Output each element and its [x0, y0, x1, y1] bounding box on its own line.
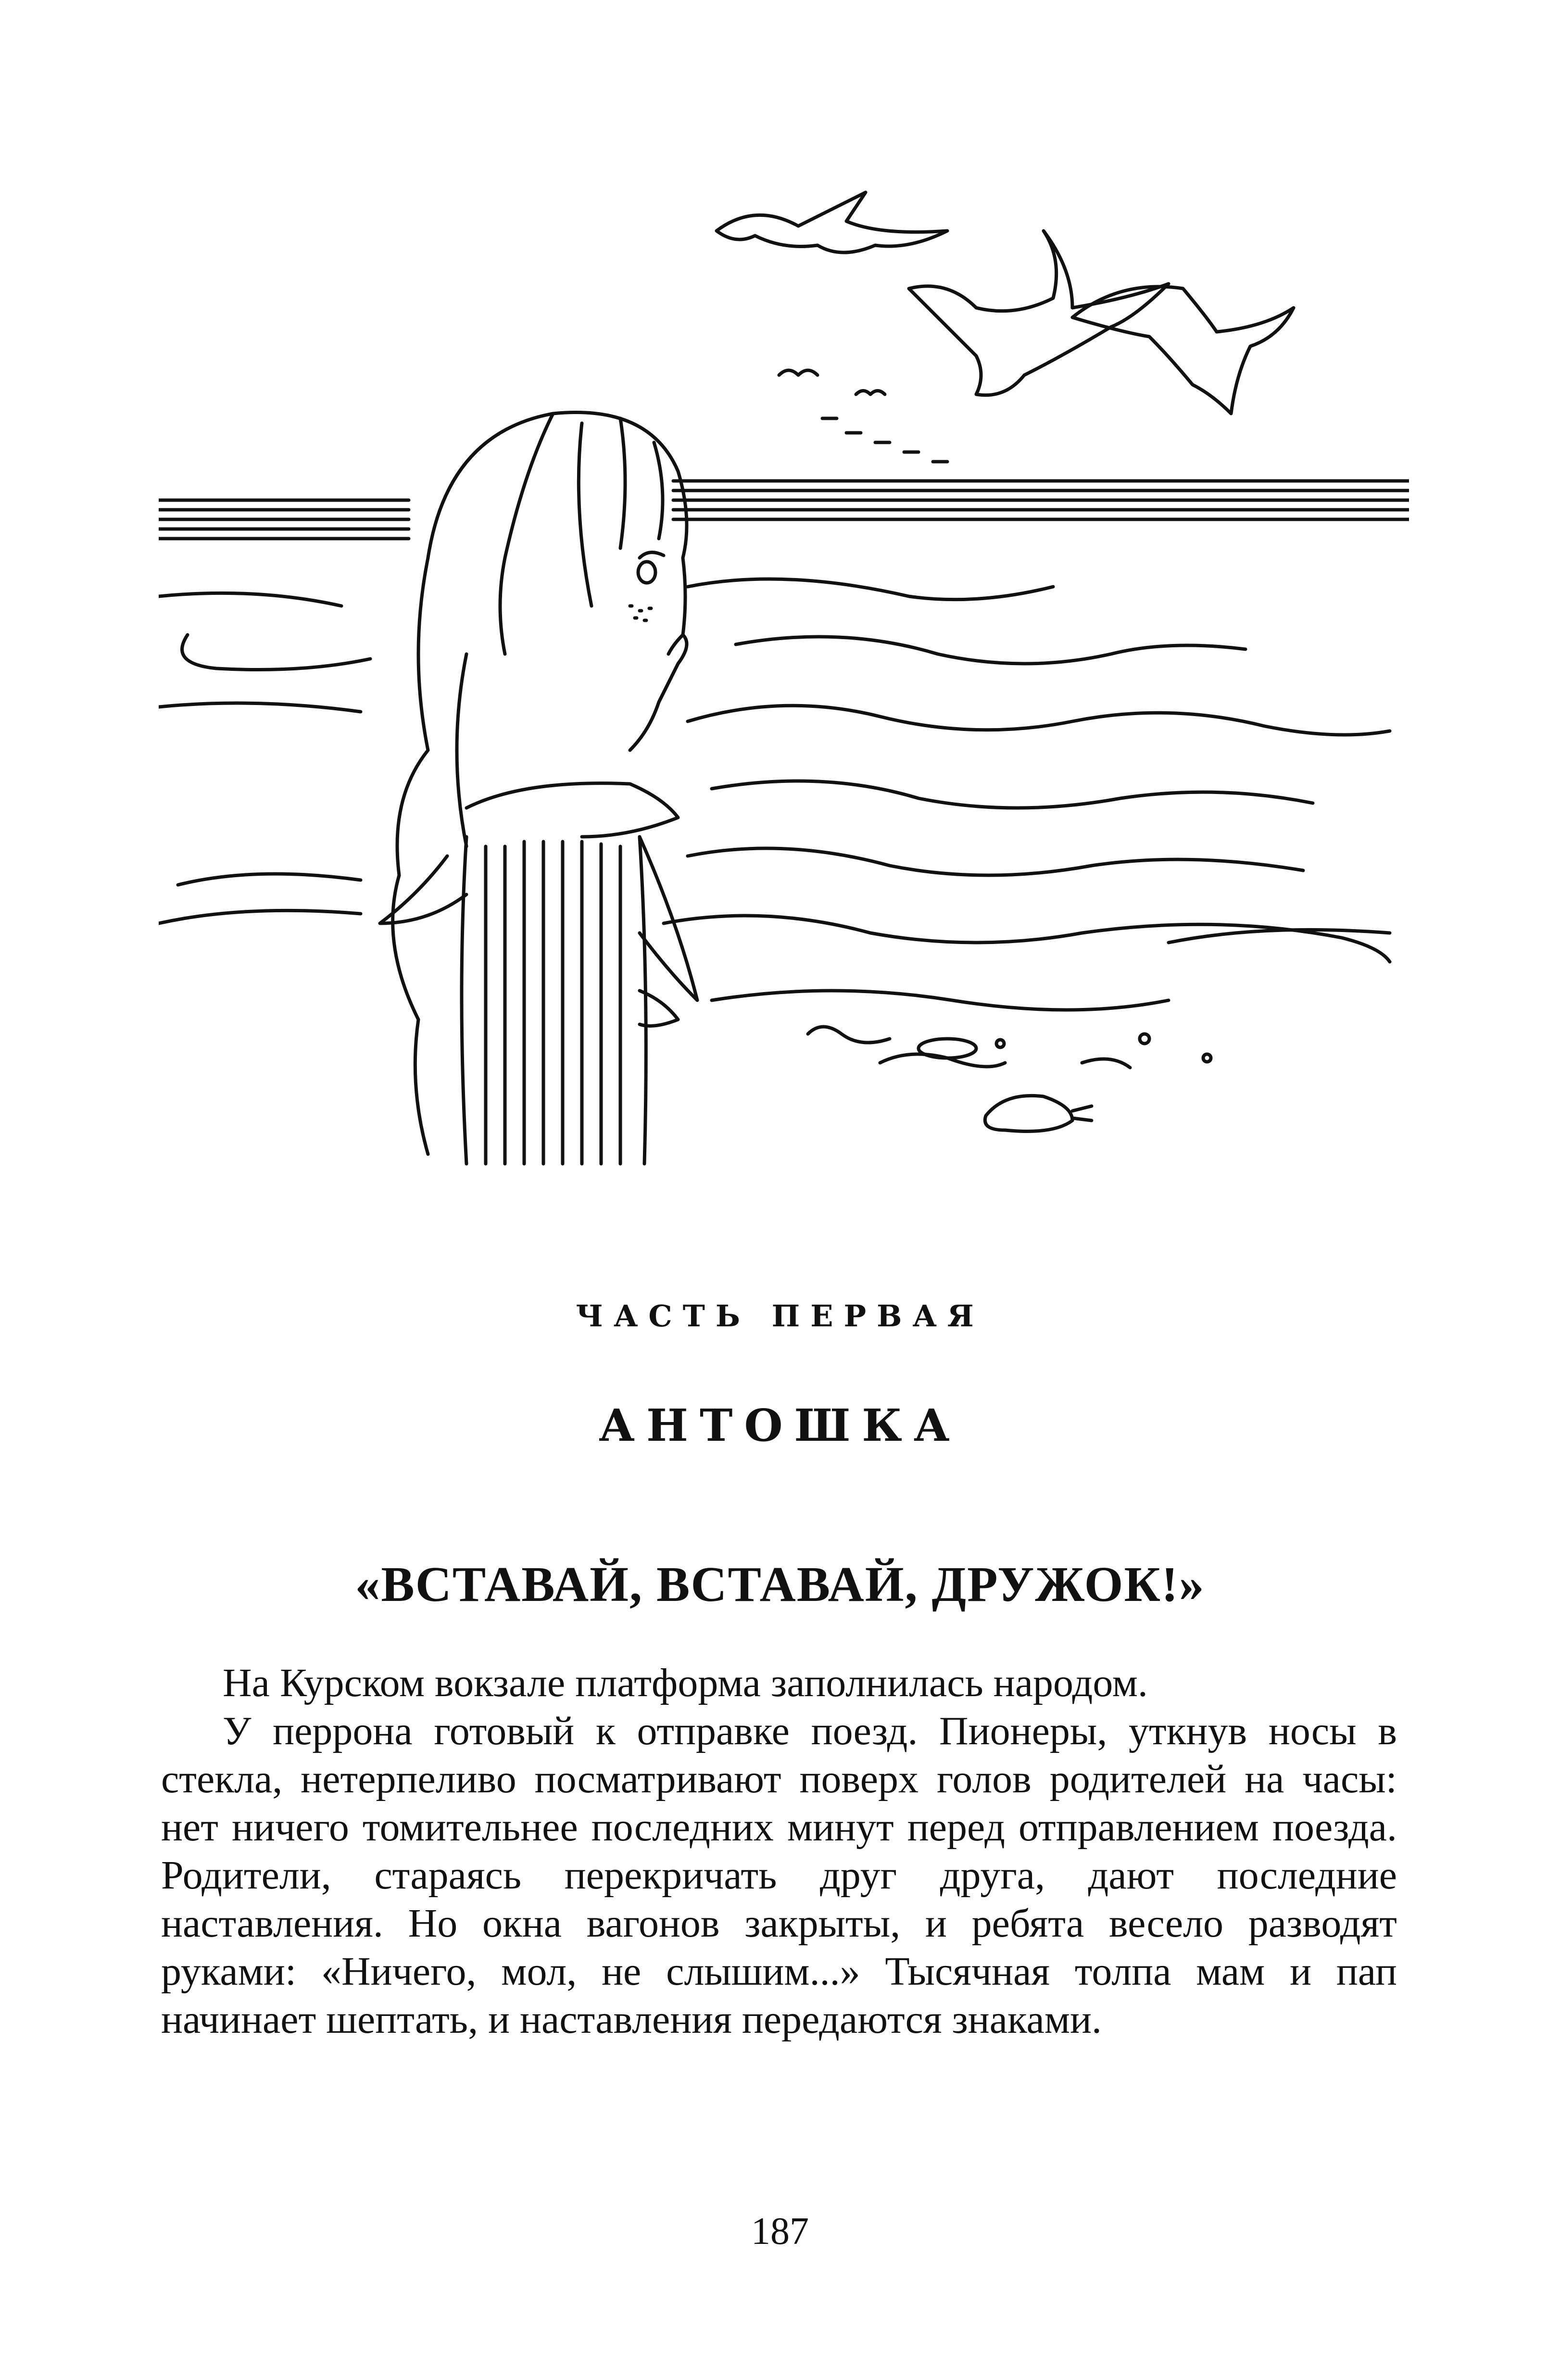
seagulls: [717, 192, 1294, 462]
body-text: [161, 1659, 1397, 2044]
paragraph: На Курском вокзале платформа заполнилась народом.: [223, 1661, 1148, 1705]
part-title: АНТОШКА: [599, 1399, 961, 1451]
chapter-title: «ВСТАВАЙ, ВСТАВАЙ, ДРУЖОК!»: [355, 1557, 1205, 1612]
illustration-girl-at-sea: [159, 173, 1409, 1173]
shore-pebbles: [918, 1034, 1211, 1132]
girl-figure: [380, 413, 697, 1164]
sea-waves: [159, 579, 1390, 1068]
horizon-lines: [159, 481, 1409, 539]
paragraph: У перрона готовый к отправке поезд. Пионеры, уткнув носы в стекла, нетерпеливо посматривают поверх голов родителей на часы: нет ничего томительнее последних минут перед отправлением поезда. Родители, стараясь перекричать друг друга, дают последние наставления. Но окна вагонов закрыты, и ребята весело разводят руками: «Ничего, мол, не слышим...» Тысячная толпа мам и пап начинает шептать, и наставления передаются знаками.: [161, 1709, 1397, 2042]
part-label: ЧАСТЬ ПЕРВАЯ: [576, 1298, 984, 1334]
page-number: 187: [751, 2210, 809, 2253]
